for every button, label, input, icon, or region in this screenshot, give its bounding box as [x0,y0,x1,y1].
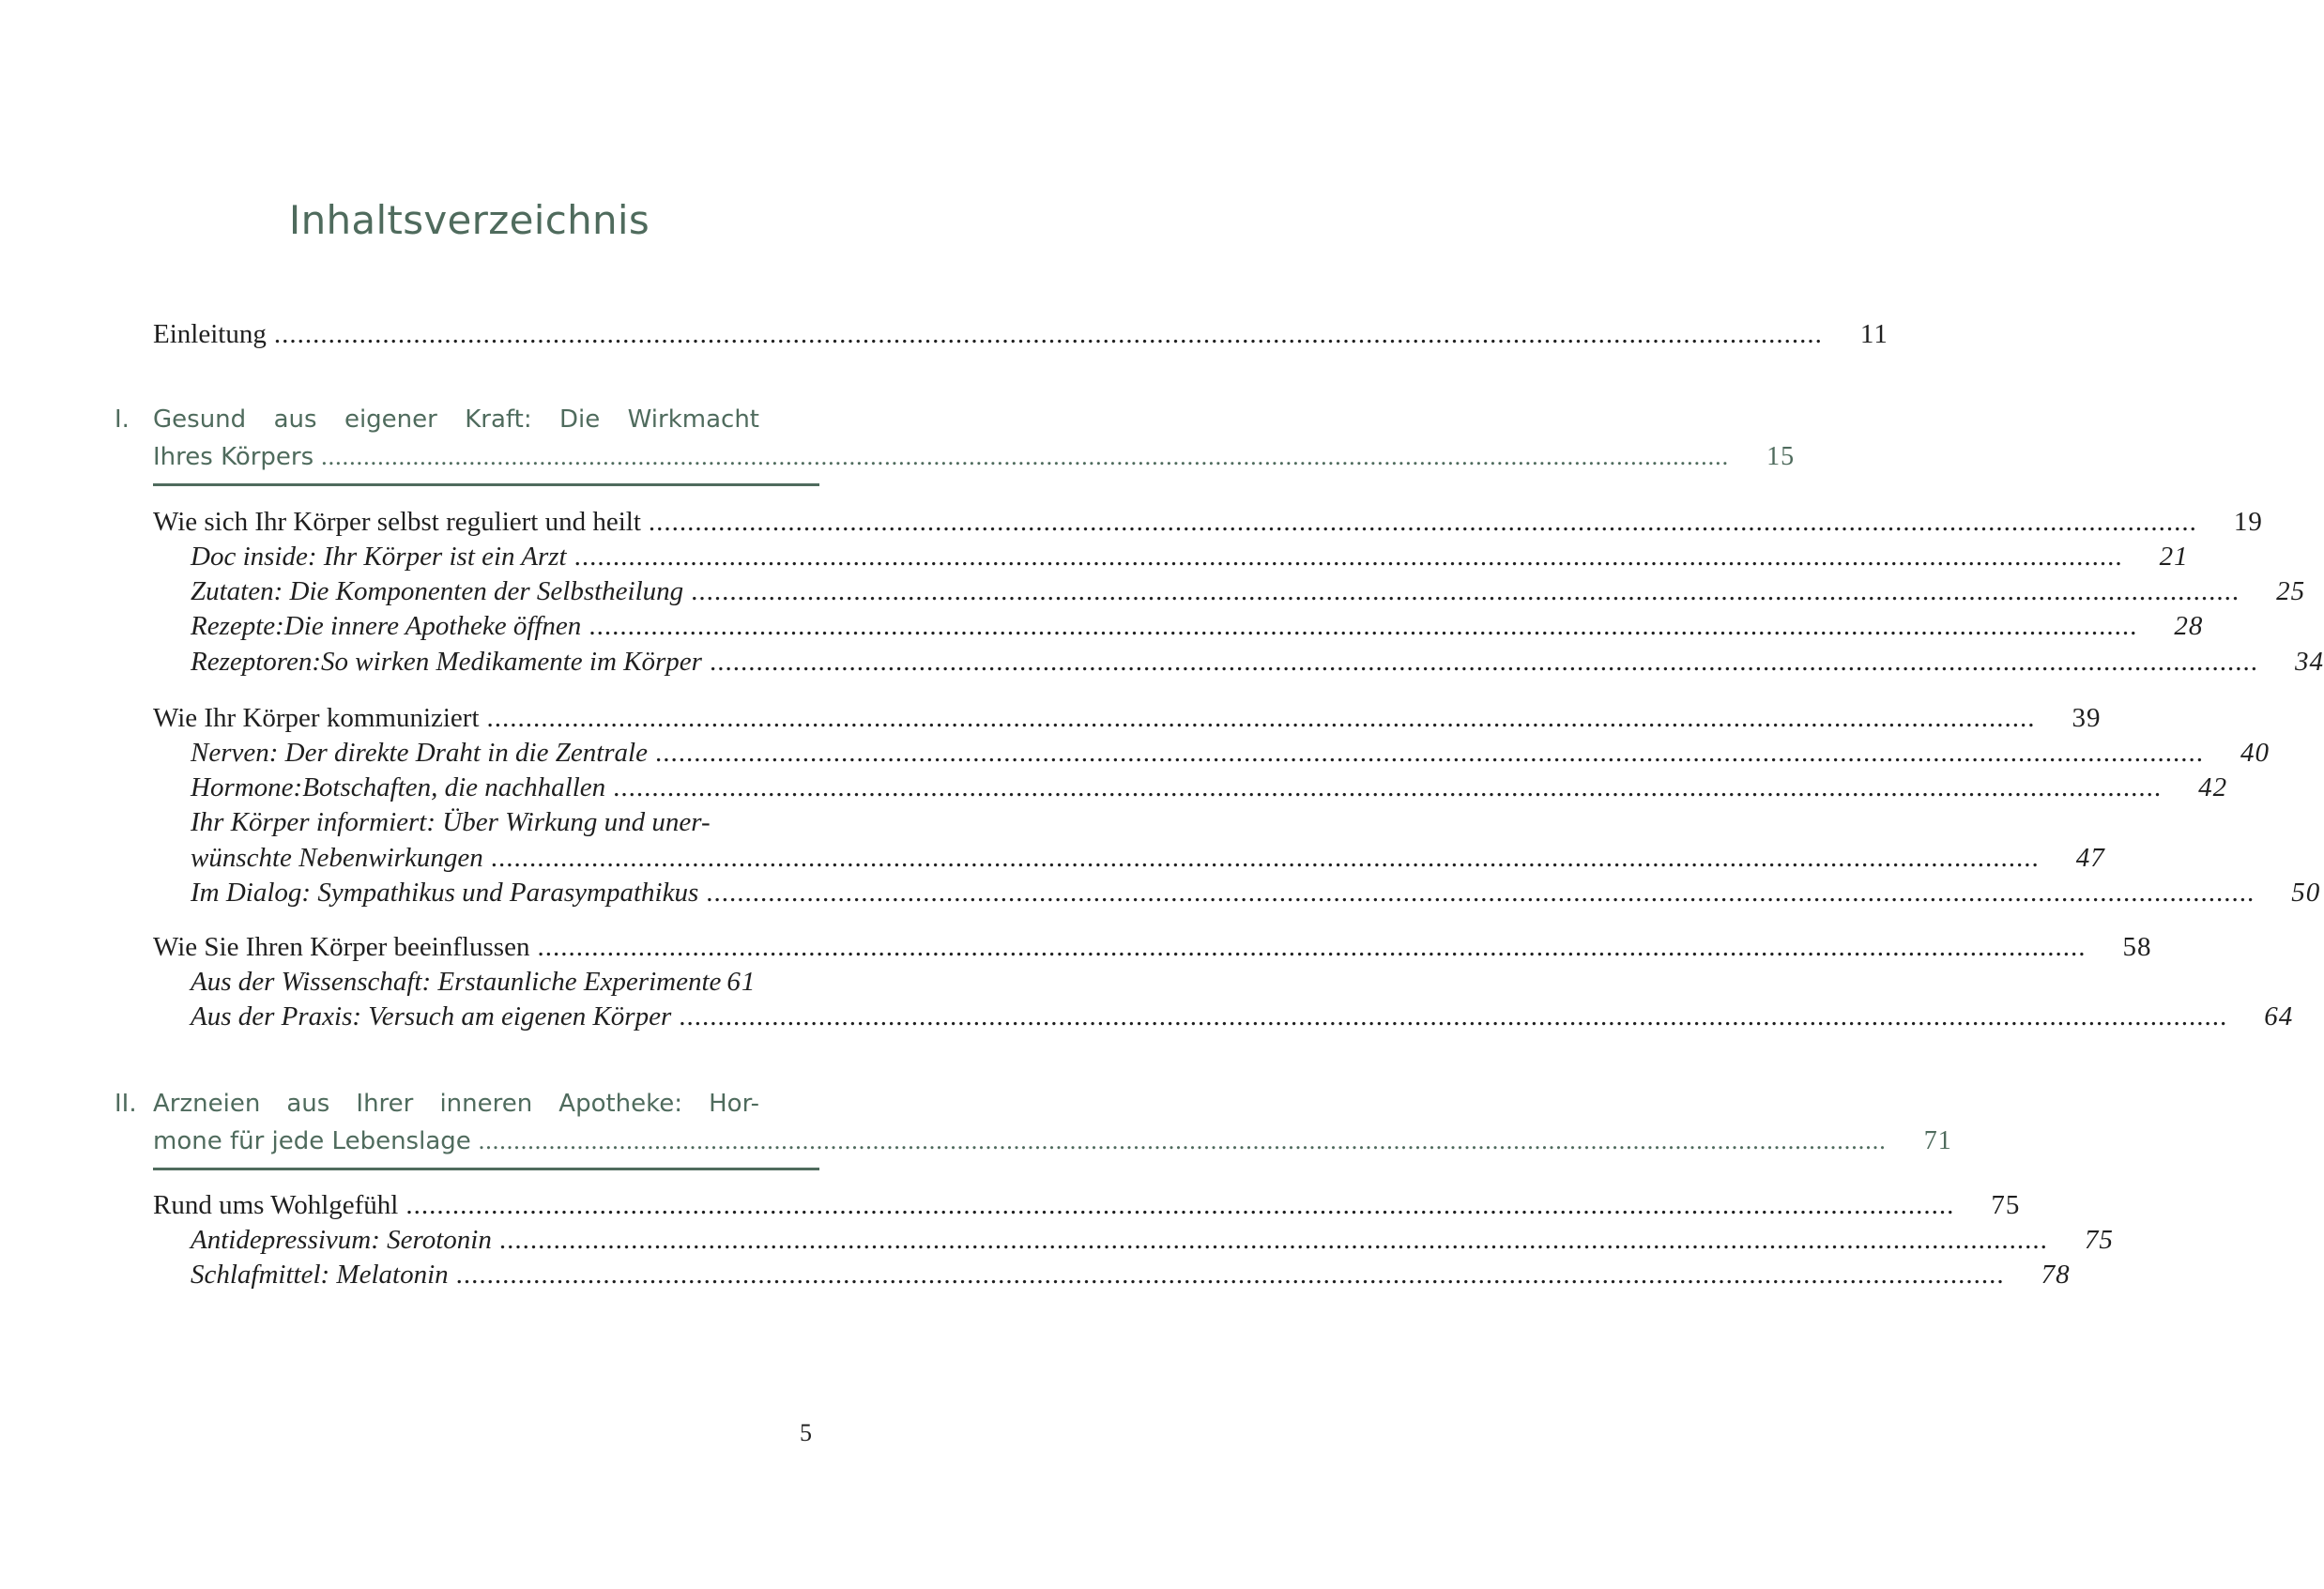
leader-dots: ........................................................................................................................................................................................................ [709,647,2258,677]
page-number: 5 [800,1419,812,1446]
leader-dots: ........................................................................................................................................................................................................ [490,843,2040,873]
toc-entry-label: Rund ums Wohlgefühl [153,1190,399,1220]
toc-entry-label-line1: Ihr Körper informiert: Über Wirkung und uner- [191,807,711,837]
toc-subsection[interactable] [191,964,819,1000]
leader-dots: ........................................................................................................................................................................................................ [589,611,2138,641]
chapter-title-line1: Arzneien aus Ihrer inneren Apotheke: Hor- [153,1090,759,1118]
leader-dots: ........................................................................................................................................................................................................ [486,703,2036,733]
toc-entry-label: Wie Ihr Körper kommuniziert [153,703,480,733]
toc-section[interactable] [153,929,2152,965]
leader-dots: ........................................................................................................................................................................................................ [706,878,2255,908]
toc-subsection[interactable] [191,644,2324,680]
chapter-divider [153,483,819,486]
toc-entry-label: Aus der Wissenschaft: Erstaunliche Experimente [191,967,722,997]
chapter-title-line2: mone für jede Lebenslage [153,1127,471,1155]
leader-dots: ........................................................................................................................................................................................................ [691,576,2240,606]
toc-section[interactable] [153,700,2102,736]
leader-dots: ........................................................................................................................................................................................................ [537,932,2087,962]
toc-subsection[interactable] [191,875,2321,910]
page-title: Inhaltsverzeichnis [288,197,650,243]
toc-page-number: 40 [2240,738,2270,768]
toc-entry-label: Wie Sie Ihren Körper beeinflussen [153,932,530,962]
toc-subsection[interactable] [191,735,2270,771]
toc-entry-label: Einleitung [153,319,267,349]
toc-page-number: 11 [1859,319,1888,349]
leader-dots: ........................................................................................................................................................................................................ [478,1127,1887,1154]
toc-page-number: 50 [2291,878,2321,908]
toc-subsection[interactable] [191,999,2294,1034]
toc-entry-label: Wie sich Ihr Körper selbst reguliert und heilt [153,507,641,537]
toc-subsection[interactable] [191,608,2204,644]
toc-subsection[interactable] [191,770,2228,805]
leader-dots: ........................................................................................................................................................................................................ [654,738,2204,768]
toc-subsection[interactable] [191,1222,2114,1258]
toc-entry-label: Nerven: Der direkte Draht in die Zentrale [191,738,648,768]
toc-entry-label: Rezeptoren:So wirken Medikamente im Körper [191,647,702,677]
toc-page-number: 61 [726,967,757,997]
chapter-heading-2[interactable] [115,1085,1952,1170]
leader-dots: ........................................................................................................................................................................................................ [679,1001,2228,1031]
toc-entry-label: Schlafmittel: Melatonin [191,1260,449,1290]
toc-entry-intro[interactable] [153,316,1888,352]
toc-section[interactable] [153,504,2263,540]
toc-entry-label: Antidepressivum: Serotonin [191,1225,492,1255]
toc-entry-label: Doc inside: Ihr Körper ist ein Arzt [191,542,567,572]
chapter-title-line1: Gesund aus eigener Kraft: Die Wirkmacht [153,405,759,434]
leader-dots: ........................................................................................................................................................................................................ [573,542,2123,572]
leader-dots: ........................................................................................................................................................................................................ [613,772,2163,802]
toc-page-number: 15 [1766,442,1796,471]
toc-page-number: 39 [2072,703,2102,733]
leader-dots: ........................................................................................................................................................................................................ [273,319,1823,349]
toc-page-number: 34 [2294,647,2324,677]
chapter-divider [153,1168,819,1170]
toc-subsection[interactable] [191,1257,2071,1292]
toc-subsection[interactable] [191,573,2306,609]
toc-entry-label: Hormone:Botschaften, die nachhallen [191,772,606,802]
toc-page-number: 42 [2198,772,2228,802]
toc-entry-label: Im Dialog: Sympathikus und Parasympathikus [191,878,699,908]
toc-page-number: 64 [2264,1001,2294,1031]
toc-section[interactable] [153,1187,2021,1223]
toc-page-number: 19 [2233,507,2263,537]
leader-dots: ........................................................................................................................................................................................................ [648,507,2197,537]
toc-page-number: 47 [2075,843,2105,873]
toc-page-number: 71 [1923,1126,1952,1155]
toc-subsection[interactable] [191,539,2189,574]
toc-page-number: 58 [2122,932,2152,962]
toc-subsection[interactable] [191,804,2105,876]
toc-page-number: 25 [2276,576,2306,606]
leader-dots: ........................................................................................................................................................................................................ [455,1260,2005,1290]
toc-entry-label: Rezepte:Die innere Apotheke öffnen [191,611,582,641]
toc-page-number: 75 [1991,1190,2021,1220]
toc-page-number: 78 [2041,1260,2071,1290]
leader-dots: ........................................................................................................................................................................................................ [498,1225,2048,1255]
leader-dots: ........................................................................................................................................................................................................ [321,443,1730,470]
toc-page-number: 21 [2159,542,2189,572]
chapter-number: II. [115,1090,137,1118]
toc-entry-label-line2: wünschte Nebenwirkungen [191,843,483,873]
chapter-title-line2: Ihres Körpers [153,443,314,471]
leader-dots: ........................................................................................................................................................................................................ [405,1190,1955,1220]
chapter-heading-1[interactable] [115,401,1796,486]
toc-page-number: 28 [2174,611,2204,641]
chapter-number: I. [115,405,130,434]
toc-page-number: 75 [2084,1225,2114,1255]
toc-entry-label: Aus der Praxis: Versuch am eigenen Körper [191,1001,672,1031]
toc-entry-label: Zutaten: Die Komponenten der Selbstheilung [191,576,684,606]
